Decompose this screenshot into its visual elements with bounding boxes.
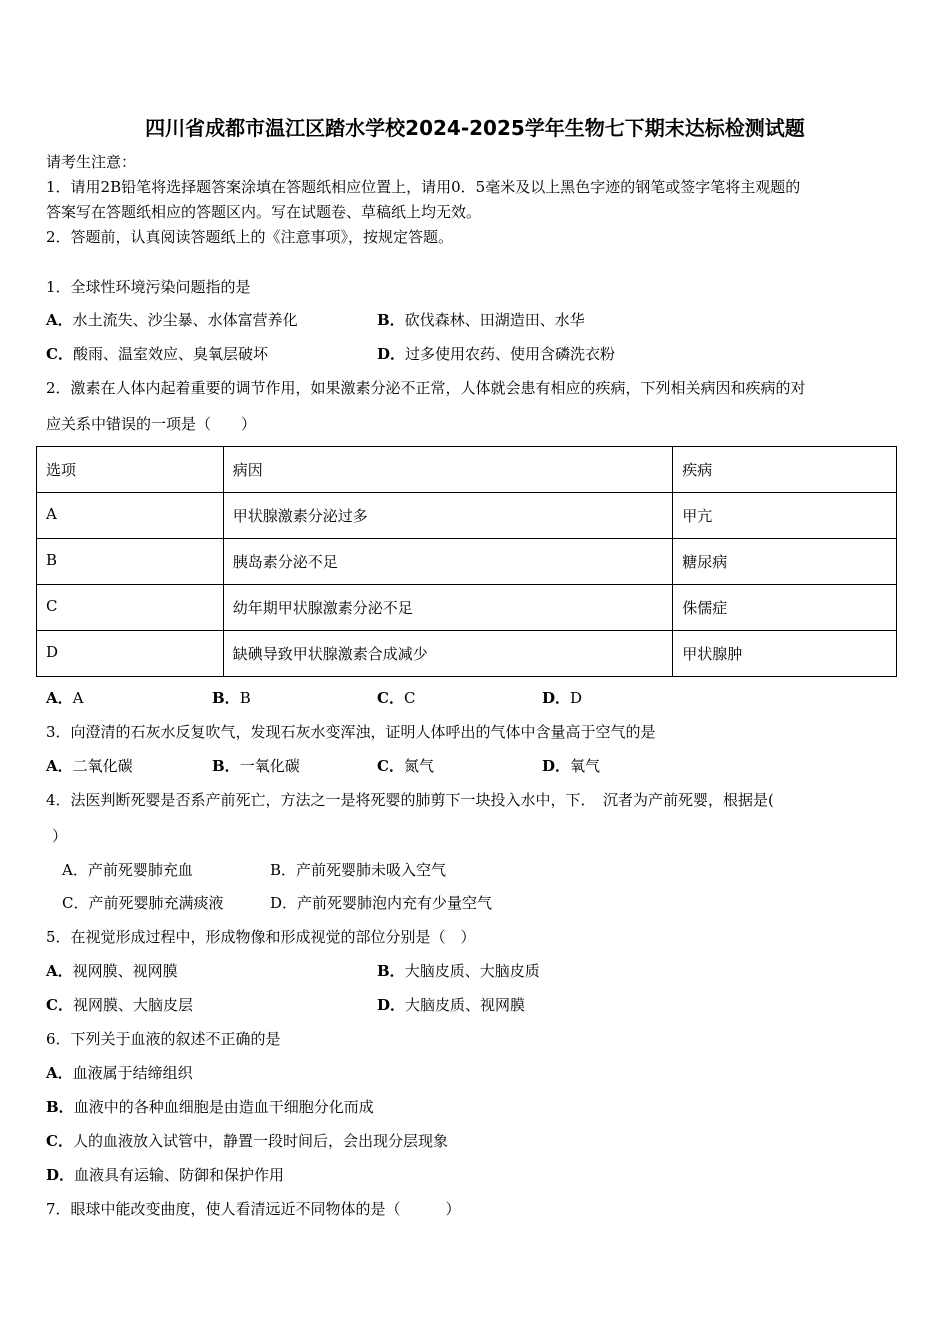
table-cell: 缺碘导致甲状腺激素合成减少 [223, 631, 672, 677]
table-header-cell: 疾病 [673, 447, 897, 493]
question-4-stem-b: ） [52, 827, 68, 845]
q1-option-a: A．水土流失、沙尘暴、水体富营养化 [46, 311, 298, 329]
q1-option-b: B．砍伐森林、田湖造田、水华 [377, 311, 585, 329]
q2-option-c: C．C [377, 689, 416, 707]
q2-option-a: A．A [46, 689, 84, 707]
table-cell: 侏儒症 [673, 585, 897, 631]
table-row [37, 539, 897, 585]
notice-line-2: 2．答题前，认真阅读答题纸上的《注意事项》，按规定答题。 [46, 228, 454, 246]
page-title: 四川省成都市温江区踏水学校2024-2025学年生物七下期末达标检测试题 [145, 116, 805, 140]
q6-option-c: C．人的血液放入试管中，静置一段时间后，会出现分层现象 [46, 1132, 448, 1150]
q2-table [36, 446, 897, 677]
table-row [37, 493, 897, 539]
q4-option-c: C．产前死婴肺充满痰液 [62, 894, 224, 912]
question-6-stem: 6．下列关于血液的叙述不正确的是 [46, 1030, 281, 1048]
table-cell: 甲状腺肿 [673, 631, 897, 677]
q4-option-a: A．产前死婴肺充血 [62, 861, 193, 879]
q2-option-d: D．D [542, 689, 583, 707]
question-5-stem: 5．在视觉形成过程中，形成物像和形成视觉的部位分别是（ ） [46, 928, 476, 946]
table-header-row [37, 447, 897, 493]
question-3-stem: 3．向澄清的石灰水反复吹气，发现石灰水变浑浊，证明人体呼出的气体中含量高于空气的是 [46, 723, 656, 741]
q3-option-b: B．一氧化碳 [212, 757, 300, 775]
question-7-stem: 7．眼球中能改变曲度，使人看清远近不同物体的是（ ） [46, 1200, 461, 1218]
q4-option-b: B．产前死婴肺未吸入空气 [270, 861, 447, 879]
q6-option-b: B．血液中的各种血细胞是由造血干细胞分化而成 [46, 1098, 374, 1116]
q1-option-d: D．过多使用农药、使用含磷洗衣粉 [377, 345, 616, 363]
table-header-cell: 病因 [223, 447, 672, 493]
q3-option-d: D．氧气 [542, 757, 601, 775]
q5-option-d: D．大脑皮质、视网膜 [377, 996, 526, 1014]
notice-line-1b: 答案写在答题纸相应的答题区内。写在试题卷、草稿纸上均无效。 [46, 203, 482, 221]
table-cell: 甲状腺激素分泌过多 [223, 493, 672, 539]
table-cell: A [37, 493, 224, 539]
table-cell: 甲亢 [673, 493, 897, 539]
q4-option-d: D．产前死婴肺泡内充有少量空气 [270, 894, 493, 912]
table-row [37, 585, 897, 631]
question-1-stem: 1．全球性环境污染问题指的是 [46, 278, 251, 296]
q2-option-b: B．B [212, 689, 251, 707]
notice-line-1a: 1．请用2B铅笔将选择题答案涂填在答题纸相应位置上，请用0．5毫米及以上黑色字迹的钢笔或签字笔将主观题的 [46, 178, 801, 196]
q5-option-c: C．视网膜、大脑皮层 [46, 996, 193, 1014]
q5-option-a: A．视网膜、视网膜 [46, 962, 178, 980]
question-2-stem-a: 2．激素在人体内起着重要的调节作用，如果激素分泌不正常，人体就会患有相应的疾病，下列相关病因和疾病的对 [46, 379, 806, 397]
question-2-stem-b: 应关系中错误的一项是（ ） [46, 415, 257, 433]
q3-option-c: C．氮气 [377, 757, 434, 775]
notice-heading: 请考生注意： [46, 153, 137, 171]
q3-option-a: A．二氧化碳 [46, 757, 133, 775]
question-4-stem-a: 4．法医判断死婴是否系产前死亡，方法之一是将死婴的肺剪下一块投入水中，下． 沉者为产前死婴，根据是( [46, 791, 774, 809]
table-cell: B [37, 539, 224, 585]
table-cell: 胰岛素分泌不足 [223, 539, 672, 585]
q6-option-d: D．血液具有运输、防御和保护作用 [46, 1166, 285, 1184]
table-cell: 幼年期甲状腺激素分泌不足 [223, 585, 672, 631]
q6-option-a: A．血液属于结缔组织 [46, 1064, 193, 1082]
table-cell: D [37, 631, 224, 677]
table-row [37, 631, 897, 677]
q1-option-c: C．酸雨、温室效应、臭氧层破坏 [46, 345, 268, 363]
q5-option-b: B．大脑皮质、大脑皮质 [377, 962, 540, 980]
table-cell: C [37, 585, 224, 631]
table-cell: 糖尿病 [673, 539, 897, 585]
table-header-cell: 选项 [37, 447, 224, 493]
